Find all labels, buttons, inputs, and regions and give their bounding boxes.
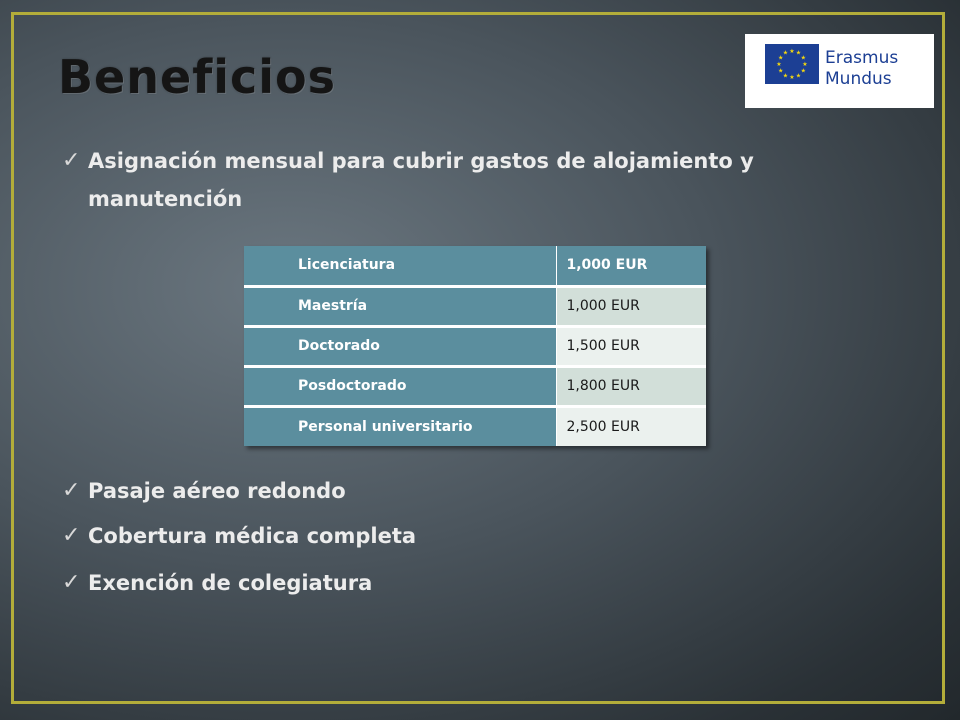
svg-text:★: ★: [795, 72, 802, 80]
logo-line1: Erasmus: [825, 48, 899, 68]
table-cell-level: Maestría: [244, 286, 556, 326]
bullet-text: Asignación mensual para cubrir gastos de alojamiento y manutención: [88, 149, 754, 211]
svg-text:★: ★: [778, 54, 784, 62]
table-cell-level: Doctorado: [244, 326, 556, 366]
table-cell-level: Licenciatura: [244, 246, 556, 286]
logo-line2: Mundus: [825, 69, 892, 89]
svg-text:★: ★: [782, 72, 789, 80]
table-row: [244, 246, 706, 286]
checkmark-icon: ✓: [62, 478, 81, 503]
bullet-item: [62, 472, 346, 510]
checkmark-icon: ✓: [62, 523, 81, 548]
erasmus-mundus-logo: [745, 34, 934, 108]
eu-flag-icon: [765, 44, 819, 84]
table-row: [244, 366, 706, 406]
table-cell-amount: 1,500 EUR: [556, 326, 706, 366]
svg-text:★: ★: [789, 74, 795, 81]
bullet-text: Cobertura médica completa: [88, 524, 417, 548]
checkmark-icon: ✓: [62, 148, 81, 173]
table-cell-amount: 1,800 EUR: [556, 366, 706, 406]
bullet-item: [62, 564, 372, 602]
table-cell-amount: 1,000 EUR: [556, 286, 706, 326]
svg-text:★: ★: [782, 49, 789, 57]
table-row: [244, 406, 706, 446]
svg-text:★: ★: [802, 61, 808, 68]
table-cell-amount: 1,000 EUR: [556, 246, 706, 286]
svg-text:★: ★: [778, 67, 784, 75]
bullet-text: Pasaje aéreo redondo: [88, 479, 346, 503]
svg-text:★: ★: [795, 49, 802, 57]
svg-text:★: ★: [800, 67, 806, 75]
table-cell-level: Posdoctorado: [244, 366, 556, 406]
checkmark-icon: ✓: [62, 570, 81, 595]
bullet-text: Exención de colegiatura: [88, 571, 373, 595]
bullet-item: [62, 517, 416, 555]
svg-text:★: ★: [789, 48, 795, 55]
stipend-table: [244, 246, 706, 446]
table-cell-amount: 2,500 EUR: [556, 406, 706, 446]
svg-text:★: ★: [800, 54, 806, 62]
slide-title: Beneficios: [58, 50, 337, 104]
table-cell-level: Personal universitario: [244, 406, 556, 446]
bullet-item: [62, 142, 908, 218]
table-row: [244, 326, 706, 366]
svg-text:★: ★: [776, 61, 782, 68]
table-row: [244, 286, 706, 326]
